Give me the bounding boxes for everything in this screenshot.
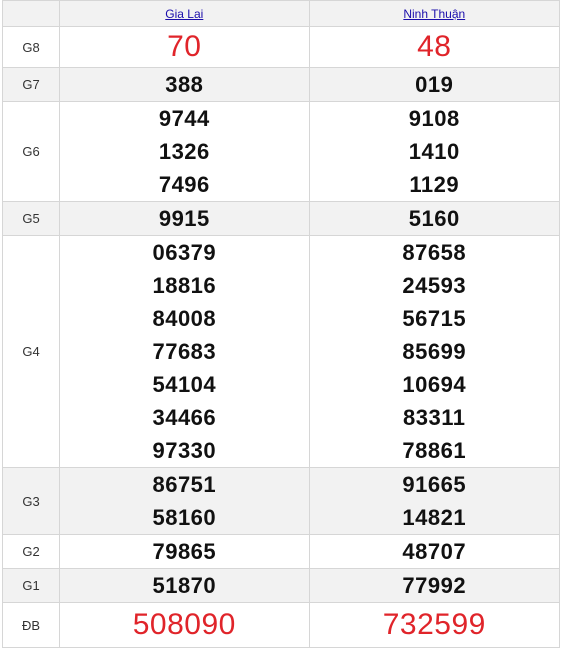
prize-number: 9108	[408, 106, 460, 131]
prize-number: 18816	[152, 273, 217, 298]
prize-number: 56715	[402, 306, 467, 331]
prize-number: 388	[165, 72, 204, 97]
prize-number: 1326	[158, 139, 210, 164]
prize-number: 7496	[158, 172, 210, 197]
prize-label: ĐB	[3, 603, 60, 648]
prize-row-g8	[3, 27, 560, 68]
special-prize-number: 508090	[132, 608, 236, 641]
result-cell	[60, 603, 309, 648]
prize-number: 06379	[152, 240, 217, 265]
prize-number: 79865	[152, 539, 217, 564]
result-cell	[60, 535, 309, 569]
result-cell	[309, 202, 559, 236]
prize-row-g5	[3, 202, 560, 236]
header-corner-cell	[3, 1, 60, 27]
result-cell	[60, 202, 309, 236]
result-cell	[309, 236, 559, 468]
result-cell	[60, 68, 309, 102]
result-cell	[60, 236, 309, 468]
result-cell	[309, 535, 559, 569]
province-link-2[interactable]: Ninh Thuận	[403, 6, 466, 21]
header-cell-province-2	[309, 1, 559, 27]
prize-label: G5	[3, 202, 60, 236]
prize-row-g7	[3, 68, 560, 102]
result-cell	[309, 102, 559, 202]
prize-number: 1410	[408, 139, 460, 164]
prize-label: G7	[3, 68, 60, 102]
prize-number: 51870	[152, 573, 217, 598]
prize-row-special	[3, 603, 560, 648]
prize-number: 70	[167, 30, 202, 63]
prize-number: 84008	[152, 306, 217, 331]
result-cell	[60, 27, 309, 68]
prize-number: 1129	[409, 172, 460, 197]
prize-number: 87658	[402, 240, 467, 265]
prize-number: 54104	[152, 372, 217, 397]
prize-row-g1	[3, 569, 560, 603]
results-table-container	[2, 0, 560, 648]
result-cell	[60, 102, 309, 202]
prize-label: G3	[3, 468, 60, 535]
prize-number: 34466	[152, 405, 217, 430]
result-cell	[309, 68, 559, 102]
result-cell	[60, 569, 309, 603]
prize-number: 5160	[408, 206, 460, 231]
prize-row-g3	[3, 468, 560, 535]
prize-number: 58160	[152, 505, 217, 530]
prize-number: 24593	[402, 273, 467, 298]
prize-label: G8	[3, 27, 60, 68]
prize-number: 78861	[402, 438, 467, 463]
result-cell	[309, 569, 559, 603]
prize-number: 97330	[152, 438, 217, 463]
prize-number: 10694	[402, 372, 467, 397]
prize-number: 86751	[152, 472, 217, 497]
lottery-results-table	[2, 0, 560, 648]
prize-number: 77683	[152, 339, 217, 364]
header-cell-province-1	[60, 1, 309, 27]
result-cell	[309, 603, 559, 648]
prize-number: 85699	[402, 339, 467, 364]
prize-number: 019	[415, 72, 454, 97]
prize-number: 77992	[402, 573, 467, 598]
prize-label: G4	[3, 236, 60, 468]
prize-label: G6	[3, 102, 60, 202]
result-cell	[309, 468, 559, 535]
result-cell	[309, 27, 559, 68]
prize-number: 14821	[402, 505, 467, 530]
prize-number: 9744	[158, 106, 210, 131]
prize-number: 48	[417, 30, 452, 63]
special-prize-number: 732599	[382, 608, 486, 641]
prize-number: 9915	[158, 206, 210, 231]
prize-row-g2	[3, 535, 560, 569]
prize-number: 83311	[403, 405, 466, 430]
prize-label: G1	[3, 569, 60, 603]
prize-row-g4	[3, 236, 560, 468]
prize-row-g6	[3, 102, 560, 202]
province-link-1[interactable]: Gia Lai	[165, 6, 204, 21]
prize-number: 91665	[402, 472, 467, 497]
prize-number: 48707	[402, 539, 467, 564]
prize-label: G2	[3, 535, 60, 569]
result-cell	[60, 468, 309, 535]
table-header-row	[3, 1, 560, 27]
